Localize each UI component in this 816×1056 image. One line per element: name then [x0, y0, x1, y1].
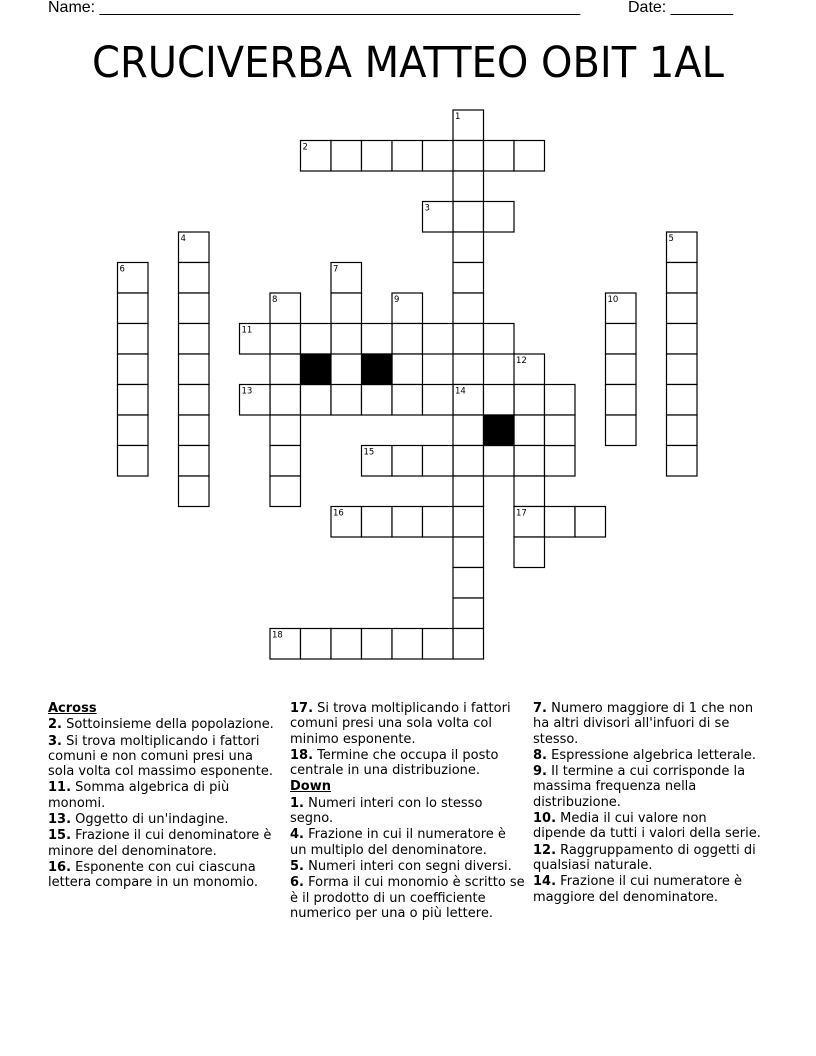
clue-text: Sottoinsieme della popolazione. [61, 717, 274, 733]
grid-cell[interactable] [301, 629, 332, 660]
grid-cell[interactable] [179, 415, 210, 446]
clue-number: 4. [290, 827, 304, 843]
grid-cell[interactable] [392, 446, 423, 477]
grid-cell[interactable] [453, 507, 484, 538]
grid-cell[interactable] [453, 202, 484, 233]
grid-cell[interactable] [453, 415, 484, 446]
grid-cell[interactable] [423, 507, 454, 538]
clue-item [290, 748, 526, 779]
grid-cell[interactable] [270, 324, 301, 355]
grid-cell[interactable] [667, 415, 698, 446]
clues-column-2 [290, 701, 526, 922]
grid-cell[interactable] [118, 446, 149, 477]
grid-cell[interactable] [392, 324, 423, 355]
grid-cell[interactable] [118, 415, 149, 446]
clue-text: Si trova moltiplicando i fattori comuni e non comuni presi una sola volta col massimo esponente. [48, 733, 273, 780]
grid-cell[interactable] [514, 446, 545, 477]
name-field-label: Name: ______________________________________________________ [48, 0, 581, 16]
clue-number-label: 6 [119, 264, 125, 275]
grid-cell[interactable] [362, 629, 393, 660]
clue-number: 8. [533, 747, 547, 763]
clue-text: Oggetto di un'indagine. [71, 812, 229, 828]
grid-cell[interactable] [606, 324, 637, 355]
clue-item [533, 811, 763, 842]
clue-number-label: 8 [272, 295, 278, 305]
clue-item [533, 764, 763, 810]
clues-column-1 [48, 701, 280, 892]
grid-cell[interactable] [545, 446, 576, 477]
grid-cell[interactable] [514, 141, 545, 172]
clue-number-label: 7 [333, 264, 339, 275]
clue-text: Espressione algebrica letterale. [546, 747, 757, 763]
grid-cell[interactable] [484, 202, 515, 233]
grid-cell[interactable] [118, 324, 149, 355]
clue-item [48, 780, 280, 811]
clue-number-label: 14 [455, 386, 466, 397]
grid-cell[interactable] [392, 507, 423, 538]
grid-cell[interactable] [667, 263, 698, 294]
clue-number-label: 10 [607, 295, 619, 305]
grid-cell[interactable] [606, 385, 637, 416]
clue-item [290, 796, 526, 827]
grid-cell[interactable] [453, 171, 484, 202]
grid-cell[interactable] [118, 293, 149, 324]
grid-black-cell [484, 415, 515, 446]
clue-number: 12. [533, 842, 557, 858]
grid-cell[interactable] [270, 354, 301, 385]
clue-number: 6. [290, 875, 304, 891]
grid-cell[interactable] [331, 141, 362, 172]
clue-number: 15. [48, 828, 72, 844]
grid-cell[interactable] [362, 324, 393, 355]
clue-number-label: 1 [455, 112, 461, 122]
clue-text: Frazione in cui il numeratore è un multiplo del denominatore. [290, 827, 506, 858]
grid-cell[interactable] [453, 141, 484, 172]
clue-number: 5. [290, 858, 304, 874]
grid-cell[interactable] [423, 446, 454, 477]
grid-cell[interactable] [392, 141, 423, 172]
grid-cell[interactable] [484, 324, 515, 355]
grid-cell[interactable] [301, 385, 332, 416]
grid-cell[interactable] [179, 446, 210, 477]
grid-cell[interactable] [453, 446, 484, 477]
clue-number-label: 13 [241, 386, 253, 397]
grid-cell[interactable] [331, 293, 362, 324]
clue-text: Numeri interi con lo stesso segno. [290, 795, 483, 827]
clue-text: Si trova moltiplicando i fattori comuni presi una sola volta col minimo esponente. [290, 701, 511, 747]
grid-cell[interactable] [453, 598, 484, 629]
clue-number: 13. [48, 812, 72, 828]
clue-text: Media il cui valore non dipende da tutti i valori della serie. [533, 811, 761, 842]
clue-number: 14. [533, 874, 557, 890]
clue-text: Somma algebrica di più monomi. [48, 780, 230, 811]
clue-number-label: 3 [424, 203, 430, 214]
clue-item [290, 875, 526, 921]
grid-cell[interactable] [606, 354, 637, 385]
clue-item [533, 701, 763, 747]
grid-cell[interactable] [118, 385, 149, 416]
grid-cell[interactable] [453, 629, 484, 660]
clue-text: Il termine a cui corrisponde la massima frequenza nella distribuzione. [533, 764, 746, 810]
grid-cell[interactable] [667, 293, 698, 324]
clue-number-label: 5 [668, 234, 674, 244]
grid-black-cell [362, 354, 393, 385]
clue-item [48, 812, 280, 827]
grid-cell[interactable] [545, 385, 576, 416]
clue-item [48, 860, 280, 891]
grid-cell[interactable] [514, 385, 545, 416]
clue-item [533, 843, 763, 874]
grid-cell[interactable] [514, 415, 545, 446]
grid-cell[interactable] [575, 507, 606, 538]
down-heading: Down [290, 779, 331, 795]
clues-column-3 [533, 701, 763, 906]
grid-cell[interactable] [606, 415, 637, 446]
clue-number: 16. [48, 859, 72, 875]
grid-cell[interactable] [667, 354, 698, 385]
grid-cell[interactable] [179, 324, 210, 355]
clue-number: 17. [290, 701, 314, 716]
grid-cell[interactable] [179, 354, 210, 385]
clue-item [290, 827, 526, 858]
clue-item [290, 859, 526, 874]
grid-cell[interactable] [484, 446, 515, 477]
grid-cell[interactable] [362, 507, 393, 538]
clue-number: 18. [290, 747, 314, 763]
grid-cell[interactable] [484, 141, 515, 172]
clue-item [48, 717, 280, 732]
grid-cell[interactable] [423, 385, 454, 416]
grid-cell[interactable] [667, 324, 698, 355]
grid-cell[interactable] [362, 385, 393, 416]
clue-number-label: 11 [241, 325, 253, 336]
clue-number-label: 17 [516, 508, 527, 519]
clue-text: Frazione il cui numeratore è maggiore del denominatore. [533, 874, 742, 905]
clue-text: Forma il cui monomio è scritto se è il prodotto di un coefficiente numerico per una o più lettere. [290, 875, 525, 921]
clue-number: 11. [48, 780, 72, 796]
grid-cell[interactable] [331, 629, 362, 660]
clue-number: 7. [533, 701, 547, 716]
grid-cell[interactable] [179, 263, 210, 294]
grid-cell[interactable] [270, 385, 301, 416]
grid-cell[interactable] [453, 568, 484, 599]
grid-cell[interactable] [453, 354, 484, 385]
grid-cell[interactable] [270, 476, 301, 507]
grid-cell[interactable] [514, 476, 545, 507]
grid-cell[interactable] [453, 476, 484, 507]
grid-cell[interactable] [179, 476, 210, 507]
clue-text: Termine che occupa il posto centrale in una distribuzione. [290, 747, 499, 779]
clue-number-label: 18 [272, 630, 283, 641]
clue-number-label: 2 [302, 142, 308, 153]
grid-cell[interactable] [270, 446, 301, 477]
grid-cell[interactable] [453, 263, 484, 294]
clue-item [533, 874, 763, 905]
puzzle-title: CRUCIVERBA MATTEO OBIT 1AL [92, 38, 724, 88]
clue-item [48, 734, 280, 780]
grid-cell[interactable] [484, 385, 515, 416]
grid-cell[interactable] [667, 446, 698, 477]
grid-cell[interactable] [423, 324, 454, 355]
grid-cell[interactable] [179, 293, 210, 324]
grid-cell[interactable] [453, 324, 484, 355]
clue-number: 10. [533, 811, 557, 827]
grid-cell[interactable] [179, 385, 210, 416]
clue-number: 2. [48, 717, 62, 733]
grid-cell[interactable] [545, 507, 576, 538]
clue-text: Esponente con cui ciascuna lettera compare in un monomio. [48, 859, 258, 891]
grid-black-cell [301, 354, 332, 385]
grid-cell[interactable] [118, 354, 149, 385]
clue-text: Frazione il cui denominatore è minore del denominatore. [48, 828, 272, 859]
clue-number-label: 12 [516, 356, 527, 366]
clue-number-label: 4 [180, 234, 186, 244]
grid-cell[interactable] [331, 324, 362, 355]
grid-cell[interactable] [453, 232, 484, 263]
grid-cell[interactable] [301, 324, 332, 355]
grid-cell[interactable] [331, 385, 362, 416]
clue-number-label: 16 [333, 508, 344, 519]
grid-cell[interactable] [392, 385, 423, 416]
clue-text: Numero maggiore di 1 che non ha altri divisori all'infuori di se stesso. [533, 701, 754, 747]
clue-text: Raggruppamento di oggetti di qualsiasi naturale. [533, 842, 756, 873]
grid-cell[interactable] [270, 415, 301, 446]
across-heading: Across [48, 701, 97, 716]
grid-cell[interactable] [667, 385, 698, 416]
grid-cell[interactable] [453, 537, 484, 568]
clue-number-label: 15 [363, 447, 375, 458]
clue-number: 9. [533, 764, 547, 780]
date-field-label: Date: _______ [628, 0, 733, 16]
grid-cell[interactable] [392, 629, 423, 660]
grid-cell[interactable] [545, 415, 576, 446]
grid-cell[interactable] [362, 141, 393, 172]
grid-cell[interactable] [514, 537, 545, 568]
clue-number: 3. [48, 733, 62, 749]
grid-cell[interactable] [423, 141, 454, 172]
clue-text: Numeri interi con segni diversi. [303, 858, 512, 874]
grid-cell[interactable] [423, 629, 454, 660]
clue-item [533, 748, 763, 763]
grid-cell[interactable] [453, 293, 484, 324]
clue-number: 1. [290, 795, 304, 811]
grid-cell[interactable] [392, 354, 423, 385]
clue-item [48, 828, 280, 859]
clue-number-label: 9 [394, 295, 400, 305]
clue-item [290, 701, 526, 747]
